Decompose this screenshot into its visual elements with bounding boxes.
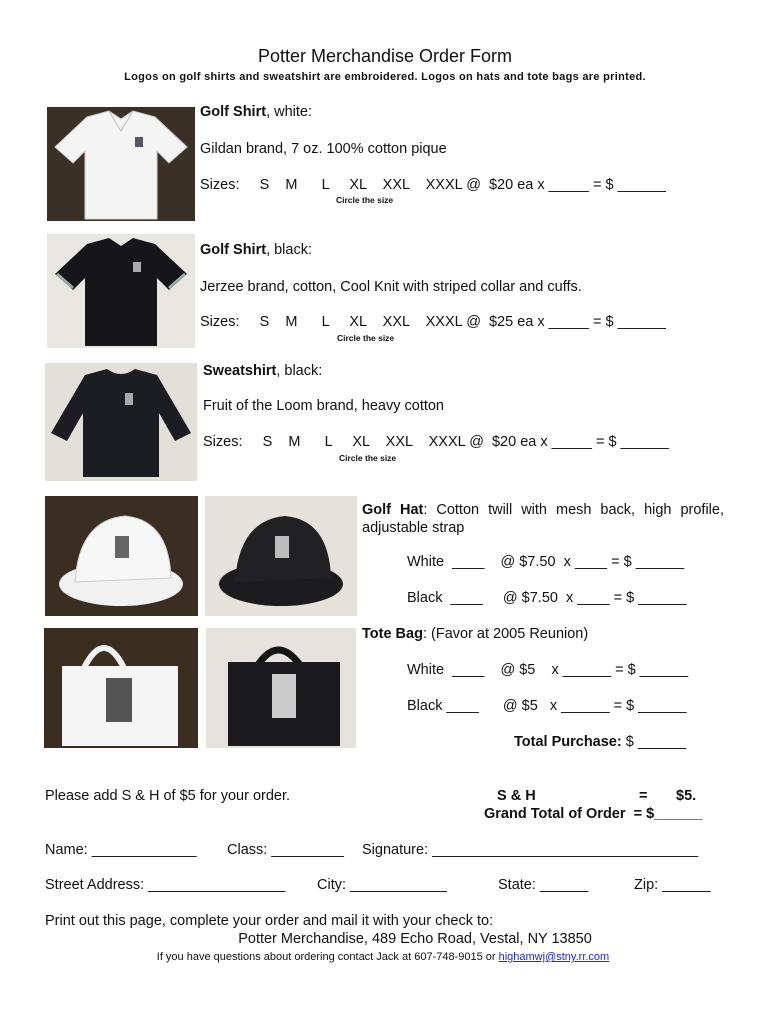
golf-black-description: Jerzee brand, cotton, Cool Knit with striped collar and cuffs. (200, 279, 582, 295)
tote-heading: Tote Bag: (Favor at 2005 Reunion) (362, 626, 589, 642)
zip-field[interactable]: Zip: ______ (634, 877, 711, 893)
total-purchase[interactable]: Total Purchase: $ ______ (514, 734, 687, 750)
tote-white-line[interactable]: White ____ @ $5 x ______ = $ ______ (407, 662, 689, 678)
city-field[interactable]: City: ____________ (317, 877, 447, 893)
class-field[interactable]: Class: _________ (227, 842, 344, 858)
state-field[interactable]: State: ______ (498, 877, 589, 893)
street-address-field[interactable]: Street Address: _________________ (45, 877, 286, 893)
page-subtitle: Logos on golf shirts and sweatshirt are embroidered. Logos on hats and tote bags are printed. (124, 71, 646, 83)
hat-heading: Golf Hat: Cotton twill with mesh back, high profile, adjustable strap (362, 502, 724, 536)
sweatshirt-photo (45, 363, 197, 481)
name-field[interactable]: Name: _____________ (45, 842, 197, 858)
black-tote-photo (206, 628, 356, 748)
tote-black-line[interactable]: Black ____ @ $5 x ______ = $ ______ (407, 698, 687, 714)
sweatshirt-sizes[interactable]: Sizes: S M L XL XXL XXXL @ $20 ea x _____ = $ ______ (203, 434, 669, 450)
signature-field[interactable]: Signature: _________________________________ (362, 842, 699, 858)
sh-note: Please add S & H of $5 for your order. (45, 788, 291, 804)
white-hat-photo (45, 496, 198, 616)
sh-equals: = (639, 788, 648, 804)
white-golf-shirt-photo (47, 107, 195, 221)
golf-white-sizes[interactable]: Sizes: S M L XL XXL XXXL @ $20 ea x _____ = $ ______ (200, 177, 666, 193)
contact-line: If you have questions about ordering contact Jack at 607-748-9015 or highamwj@stny.rr.com (156, 951, 610, 963)
golf-black-heading: Golf Shirt, black: (200, 242, 312, 258)
black-hat-photo (205, 496, 357, 616)
golf-black-circle-note: Circle the size (337, 333, 395, 343)
contact-email-link[interactable]: highamwj@stny.rr.com (498, 951, 610, 963)
golf-black-sizes[interactable]: Sizes: S M L XL XXL XXXL @ $25 ea x _____ = $ ______ (200, 314, 666, 330)
hat-black-line[interactable]: Black ____ @ $7.50 x ____ = $ ______ (407, 590, 687, 606)
sweatshirt-heading: Sweatshirt, black: (203, 363, 323, 379)
mail-instructions: Print out this page, complete your order and mail it with your check to: (45, 913, 494, 929)
sh-value: $5. (676, 788, 697, 804)
grand-total[interactable]: Grand Total of Order = $______ (484, 806, 703, 822)
mail-address: Potter Merchandise, 489 Echo Road, Vestal, NY 13850 (238, 931, 592, 947)
white-tote-photo (44, 628, 198, 748)
sweatshirt-description: Fruit of the Loom brand, heavy cotton (203, 398, 444, 414)
hat-white-line[interactable]: White ____ @ $7.50 x ____ = $ ______ (407, 554, 685, 570)
page-title: Potter Merchandise Order Form (257, 46, 513, 66)
golf-white-circle-note: Circle the size (336, 195, 394, 205)
golf-white-description: Gildan brand, 7 oz. 100% cotton pique (200, 141, 447, 157)
black-golf-shirt-photo (47, 234, 195, 348)
sweatshirt-circle-note: Circle the size (339, 453, 397, 463)
sh-label: S & H (497, 788, 536, 804)
golf-white-heading: Golf Shirt, white: (200, 104, 312, 120)
